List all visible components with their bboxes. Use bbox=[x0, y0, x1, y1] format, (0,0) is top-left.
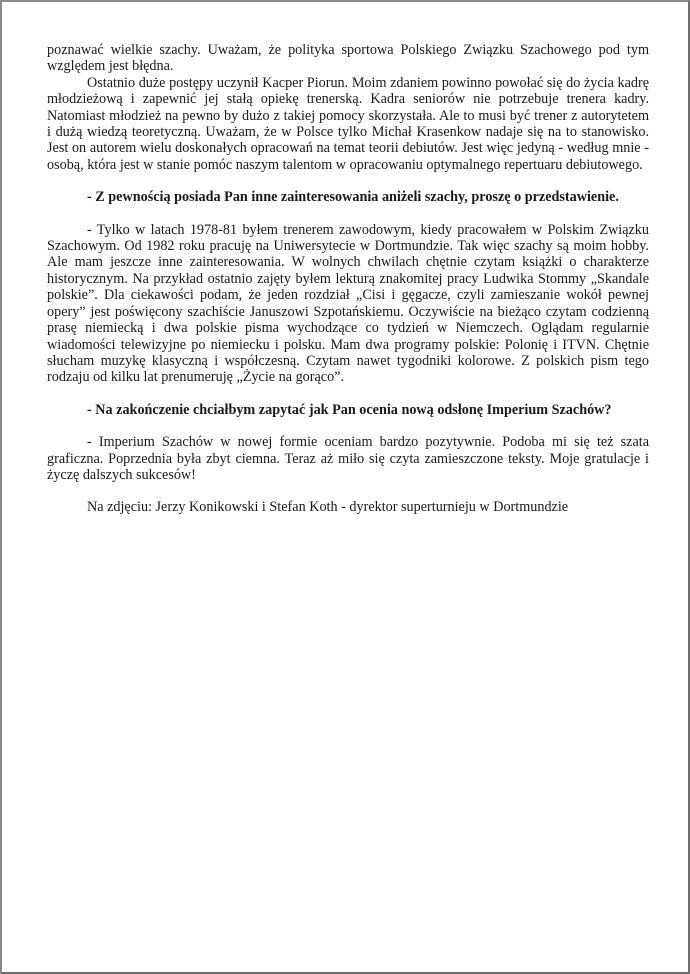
document-body bbox=[47, 42, 649, 516]
question-interests: - Z pewnością posiada Pan inne zainteresowania aniżeli szachy, proszę o przedstawienie. bbox=[87, 189, 619, 206]
paragraph-answer-imperium: - Imperium Szachów w nowej formie oceniam bardzo pozytywnie. Podoba mi się też szata graficzna. Poprzednia była zbyt ciemna. Teraz aż miło się czyta zamieszczone teksty. Moje gratulacje i życzę dalszych sukcesów! bbox=[47, 434, 649, 483]
paragraph-answer-interests: - Tylko w latach 1978-81 byłem trenerem zawodowym, kiedy pracowałem w Polskim Związku Szachowym. Od 1982 roku pracuję na Uniwersytecie w Dortmundzie. Tak więc szachy są moim hobby. Ale mam jeszcze inne zainteresowania. W wolnych chwilach chętnie czytam książki o charakterze historycznym. Na przykład ostatnio zajęty byłem lekturą znakomitej pracy Ludwika Stommy „Skandale polskie”. Dla ciekawości podam, że jeden rozdział „Cisi i gęgacze, czyli zamieszanie wokół pewnej opery” jest poświęcony szachiście Januszowi Szpotańskiemu. Oczywiście na bieżąco czytam codzienną prasę niemiecką i dwa polskie pisma wychodzące co tydzień w Niemczech. Oglądam regularnie wiadomości telewizyjne po niemiecku i polsku. Mam dwa programy polskie: Polonię i ITVN. Chętnie słucham muzykę klasyczną i współczesną. Czytam nawet tygodniki kolorowe. Z polskich pism tego rodzaju od kilku lat prenumeruję „Życie na gorąco”. bbox=[47, 221, 649, 386]
paragraph-answer-cadre: Ostatnio duże postępy uczynił Kacper Piorun. Moim zdaniem powinno powołać się do życia kadrę młodzieżową i zapewnić jej stałą opiekę trenerską. Kadra seniorów nie potrzebuje trenera kadry. Natomiast młodzież na pewno by dużo z takiej pomocy skorzystała. Ale to musi być trener z autorytetem i dużą wiedzą teoretyczną. Uważam, że w Polsce tylko Michał Krasenkow nadaje się na to stanowisko. Jest on autorem wielu doskonałych opracowań na temat teorii debiutów. Jest więc jedyną - według mnie - osobą, która jest w stanie pomóc naszym talentom w opracowaniu optymalnego repertuaru debiutowego. bbox=[47, 74, 649, 173]
paragraph-continuation: poznawać wielkie szachy. Uważam, że polityka sportowa Polskiego Związku Szachowego pod tym względem jest błędna. bbox=[47, 42, 649, 75]
photo-caption: Na zdjęciu: Jerzy Konikowski i Stefan Koth - dyrektor superturnieju w Dortmundzie bbox=[87, 499, 569, 516]
question-imperium: - Na zakończenie chciałbym zapytać jak Pan ocenia nową odsłonę Imperium Szachów? bbox=[87, 401, 612, 418]
